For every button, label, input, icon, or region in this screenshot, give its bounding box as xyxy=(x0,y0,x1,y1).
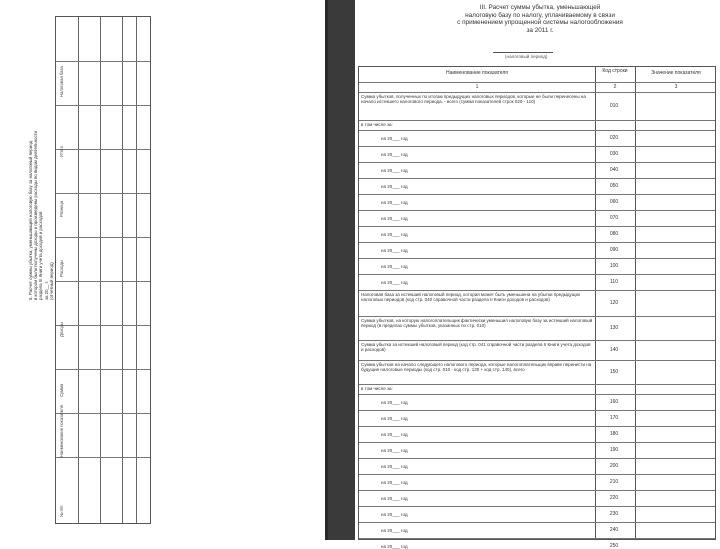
form-row-code: 020 xyxy=(609,135,619,141)
form-row-code: 070 xyxy=(609,215,619,221)
column-divider xyxy=(635,67,636,539)
form-row-label: на 20___ год xyxy=(381,448,408,453)
form-row-code: 080 xyxy=(609,231,619,237)
form-row-code: 010 xyxy=(609,103,619,109)
form-row-label: в том числе за: xyxy=(361,122,393,127)
row-separator xyxy=(359,162,715,163)
left-table-row-line xyxy=(56,369,150,370)
left-table-row-line xyxy=(56,237,150,238)
form-row-label: на 20___ год xyxy=(381,528,408,533)
left-table-header-cell: Итого xyxy=(59,146,64,157)
row-separator xyxy=(359,490,715,491)
caption-line: раздела III Книги учета доходов и расходов xyxy=(38,211,44,300)
period-note: (налоговый период) xyxy=(505,54,548,59)
page-divider xyxy=(325,0,355,540)
loss-calculation-form xyxy=(358,66,716,549)
row-separator xyxy=(359,384,715,385)
caption-line: в котором были получены доходы и произведены расходы по видам деятельности xyxy=(33,130,39,300)
heading-line: III. Расчет суммы убытка, уменьшающей xyxy=(479,4,601,11)
form-row-label: Сумма убытка за истекший налоговый период (код стр. 041 справочной части раздела II Книги учета доходов и расходов) xyxy=(361,342,591,353)
left-table-row-line xyxy=(56,149,150,150)
row-separator xyxy=(359,120,715,121)
header-value: Значение показателя xyxy=(651,70,701,76)
left-table-column-line xyxy=(136,17,137,523)
col-number-3: 3 xyxy=(674,84,678,90)
form-row-label: на 20___ год xyxy=(381,248,408,253)
header-name: Наименование показателя xyxy=(446,70,508,76)
row-separator xyxy=(359,394,715,395)
row-separator xyxy=(359,274,715,275)
form-row-label: на 20___ год xyxy=(381,432,408,437)
left-table-header-cell: Наименование показателя xyxy=(59,405,64,457)
left-page-scan xyxy=(0,0,325,540)
form-row-label: Сумма убытков на начало следующего налогового периода, которые налогоплательщик вправе перенести на будущие налоговые периоды (код стр. 010 - код стр. 130 + код стр. 140), всего xyxy=(361,362,592,373)
row-separator xyxy=(359,410,715,411)
form-row-code: 030 xyxy=(609,151,619,157)
form-row-code: 160 xyxy=(609,399,619,405)
caption-line: за 20__ г. xyxy=(43,281,49,300)
form-row-code: 230 xyxy=(609,511,619,517)
row-separator xyxy=(359,178,715,179)
form-row-label: на 20___ год xyxy=(381,464,408,469)
form-row-label: на 20___ год xyxy=(381,152,408,157)
heading-line: с применением упрощенной системы налогообложения xyxy=(457,19,623,27)
row-separator xyxy=(359,130,715,131)
row-separator xyxy=(359,458,715,459)
form-row-code: 220 xyxy=(609,495,619,501)
left-table-header-cell: Расходы xyxy=(59,260,64,277)
left-table-row-line xyxy=(56,281,150,282)
form-row-code: 100 xyxy=(609,263,619,269)
row-separator xyxy=(359,506,715,507)
form-row-code: 190 xyxy=(609,447,619,453)
section-heading xyxy=(435,4,645,34)
row-separator xyxy=(359,538,715,539)
heading-line: налоговую базу по налогу, уплачиваемому в связи xyxy=(465,11,615,19)
row-separator xyxy=(359,340,715,341)
right-page-scan xyxy=(355,0,720,549)
form-row-code: 180 xyxy=(609,431,619,437)
row-separator xyxy=(359,92,715,93)
form-row-label: на 20___ год xyxy=(381,544,408,549)
form-row-label: на 20___ год xyxy=(381,400,408,405)
left-table-row-line xyxy=(56,457,150,458)
col-number-2: 2 xyxy=(613,84,617,90)
row-separator xyxy=(359,522,715,523)
row-separator xyxy=(359,316,715,317)
left-table-column-line xyxy=(78,17,79,523)
row-separator xyxy=(359,242,715,243)
form-row-label: на 20___ год xyxy=(381,200,408,205)
row-separator xyxy=(359,146,715,147)
form-row-code: 060 xyxy=(609,199,619,205)
form-row-label: Налоговая база за истекший налоговый период, которая может быть уменьшена на убытки предыдущих налоговых периодов (код стр. 040 справочной части раздела II Книги доходов и расходов) xyxy=(361,292,581,303)
left-table-row-line xyxy=(56,61,150,62)
form-row-label: на 20___ год xyxy=(381,480,408,485)
row-separator xyxy=(359,226,715,227)
left-page-caption xyxy=(28,131,54,300)
left-rotated-table xyxy=(55,16,151,524)
form-row-code: 040 xyxy=(609,167,619,173)
left-table-row-line xyxy=(56,413,150,414)
left-table-row-line xyxy=(56,325,150,326)
row-separator xyxy=(359,474,715,475)
row-separator xyxy=(359,194,715,195)
row-separator xyxy=(359,258,715,259)
left-table-header-cell: Доходы xyxy=(59,322,64,337)
col-number-1: 1 xyxy=(475,84,479,90)
form-row-code: 210 xyxy=(609,479,619,485)
left-table-header-cell: Разница xyxy=(59,200,64,217)
form-row-label: на 20___ год xyxy=(381,416,408,421)
left-table-column-line xyxy=(100,17,101,523)
row-separator xyxy=(359,360,715,361)
form-row-code: 250 xyxy=(609,543,619,549)
form-row-code: 170 xyxy=(609,415,619,421)
left-table-header-cell: Сумма xyxy=(59,383,64,397)
form-row-label: на 20___ год xyxy=(381,232,408,237)
header-code: Код строки xyxy=(602,68,628,74)
form-row-code: 140 xyxy=(609,347,619,353)
form-row-label: на 20___ год xyxy=(381,136,408,141)
left-table-column-line xyxy=(122,17,123,523)
left-table-header-cell: Налоговая база xyxy=(59,66,64,97)
form-row-code: 200 xyxy=(609,463,619,469)
form-row-label: на 20___ год xyxy=(381,280,408,285)
row-separator xyxy=(359,442,715,443)
form-row-code: 120 xyxy=(609,300,619,306)
form-row-label: Сумма убытков, на которую налогоплательщик фактически уменьшил налоговую базу за истекший налоговый период (в пределах суммы убытков, указанных по стр. 010) xyxy=(361,318,593,329)
form-row-code: 050 xyxy=(609,183,619,189)
form-row-code: 150 xyxy=(609,369,619,375)
left-table-header-cell: № п/п xyxy=(59,505,64,517)
form-row-label: в том числе за: xyxy=(361,386,393,391)
row-separator xyxy=(359,426,715,427)
heading-line: за 2011 г. xyxy=(526,26,554,34)
row-separator xyxy=(359,210,715,211)
form-row-label: на 20___ год xyxy=(381,184,408,189)
page-divider-edge xyxy=(325,0,328,540)
form-row-code: 110 xyxy=(610,279,618,285)
header-separator xyxy=(359,82,715,83)
row-separator xyxy=(359,290,715,291)
form-row-label: на 20___ год xyxy=(381,216,408,221)
left-table-row-line xyxy=(56,105,150,106)
form-row-label: Сумма убытков, полученных по итогам предыдущих налоговых периодов, которые не были перенесены на начало истекшего налогового периода, - всего (сумма показателей строк 020 - 110) xyxy=(361,94,586,105)
form-row-code: 240 xyxy=(609,527,619,533)
form-row-code: 090 xyxy=(609,247,619,253)
caption-line: (отчетный период) xyxy=(48,262,54,300)
form-row-label: на 20___ год xyxy=(381,496,408,501)
form-row-label: на 20___ год xyxy=(381,264,408,269)
form-row-label: на 20___ год xyxy=(381,512,408,517)
form-row-code: 130 xyxy=(609,325,619,331)
period-underline xyxy=(493,52,553,53)
left-table-row-line xyxy=(56,193,150,194)
form-row-label: на 20___ год xyxy=(381,168,408,173)
caption-line: 5. Расчет суммы убытка, уменьшающей налоговую базу за налоговый период xyxy=(28,140,33,300)
